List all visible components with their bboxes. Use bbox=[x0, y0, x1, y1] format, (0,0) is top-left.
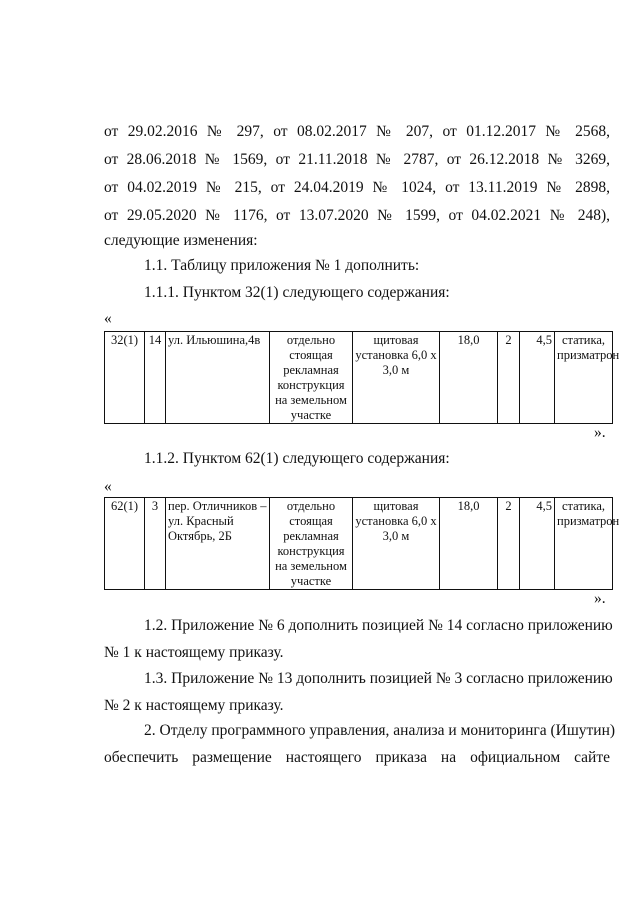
item-1-1-2: 1.1.2. Пунктом 62(1) следующего содержания: bbox=[144, 450, 450, 467]
cell-address: пер. Отличников – ул. Красный Октябрь, 2Б bbox=[166, 498, 270, 590]
cell-method: статика, призматрон bbox=[555, 498, 613, 590]
paragraph-line: от 04.02.2019 № 215, от 24.04.2019 № 1024, от 13.11.2019 № 2898, bbox=[104, 179, 610, 196]
cell-sides: 2 bbox=[498, 498, 520, 590]
closing-quote: ». bbox=[594, 590, 606, 607]
item-1-1-1: 1.1.1. Пунктом 32(1) следующего содержания: bbox=[144, 284, 450, 301]
paragraph-line: от 28.06.2018 № 1569, от 21.11.2018 № 2787, от 26.12.2018 № 3269, bbox=[104, 151, 610, 168]
cell-type: отдельно стоящая рекламная конструкция на земельном участке bbox=[270, 498, 353, 590]
cell-area: 18,0 bbox=[440, 498, 498, 590]
paragraph-line: от 29.02.2016 № 297, от 08.02.2017 № 207, от 01.12.2017 № 2568, bbox=[104, 123, 610, 140]
table-row bbox=[105, 332, 613, 424]
table-row bbox=[105, 498, 613, 590]
cell-height: 4,5 bbox=[520, 332, 555, 424]
cell-number: 62(1) bbox=[105, 498, 145, 590]
cell-area: 18,0 bbox=[440, 332, 498, 424]
cell-type: отдельно стоящая рекламная конструкция на земельном участке bbox=[270, 332, 353, 424]
cell-sides: 2 bbox=[498, 332, 520, 424]
item-2-cont: обеспечить размещение настоящего приказа на официальном сайте bbox=[104, 749, 610, 766]
cell-n: 14 bbox=[145, 332, 166, 424]
cell-kind: щитовая установка 6,0 х 3,0 м bbox=[353, 498, 440, 590]
cell-method: статика, призматрон bbox=[555, 332, 613, 424]
closing-quote: ». bbox=[594, 424, 606, 441]
cell-number: 32(1) bbox=[105, 332, 145, 424]
item-2: 2. Отделу программного управления, анализа и мониторинга (Ишутин) bbox=[144, 722, 616, 739]
cell-address: ул. Ильюшина,4в bbox=[166, 332, 270, 424]
opening-quote: « bbox=[104, 310, 112, 327]
paragraph-line: от 29.05.2020 № 1176, от 13.07.2020 № 1599, от 04.02.2021 № 248), bbox=[104, 207, 610, 224]
item-1-2-cont: № 1 к настоящему приказу. bbox=[104, 644, 284, 661]
table-item-32-1 bbox=[104, 331, 620, 424]
opening-quote: « bbox=[104, 478, 112, 495]
paragraph-line: следующие изменения: bbox=[104, 232, 258, 249]
table-item-62-1 bbox=[104, 497, 620, 590]
item-1-2: 1.2. Приложение № 6 дополнить позицией № 14 согласно приложению bbox=[144, 617, 613, 634]
cell-n: 3 bbox=[145, 498, 166, 590]
item-1-3: 1.3. Приложение № 13 дополнить позицией № 3 согласно приложению bbox=[144, 670, 613, 687]
item-1-1: 1.1. Таблицу приложения № 1 дополнить: bbox=[144, 257, 420, 274]
cell-height: 4,5 bbox=[520, 498, 555, 590]
cell-kind: щитовая установка 6,0 х 3,0 м bbox=[353, 332, 440, 424]
item-1-3-cont: № 2 к настоящему приказу. bbox=[104, 697, 284, 714]
